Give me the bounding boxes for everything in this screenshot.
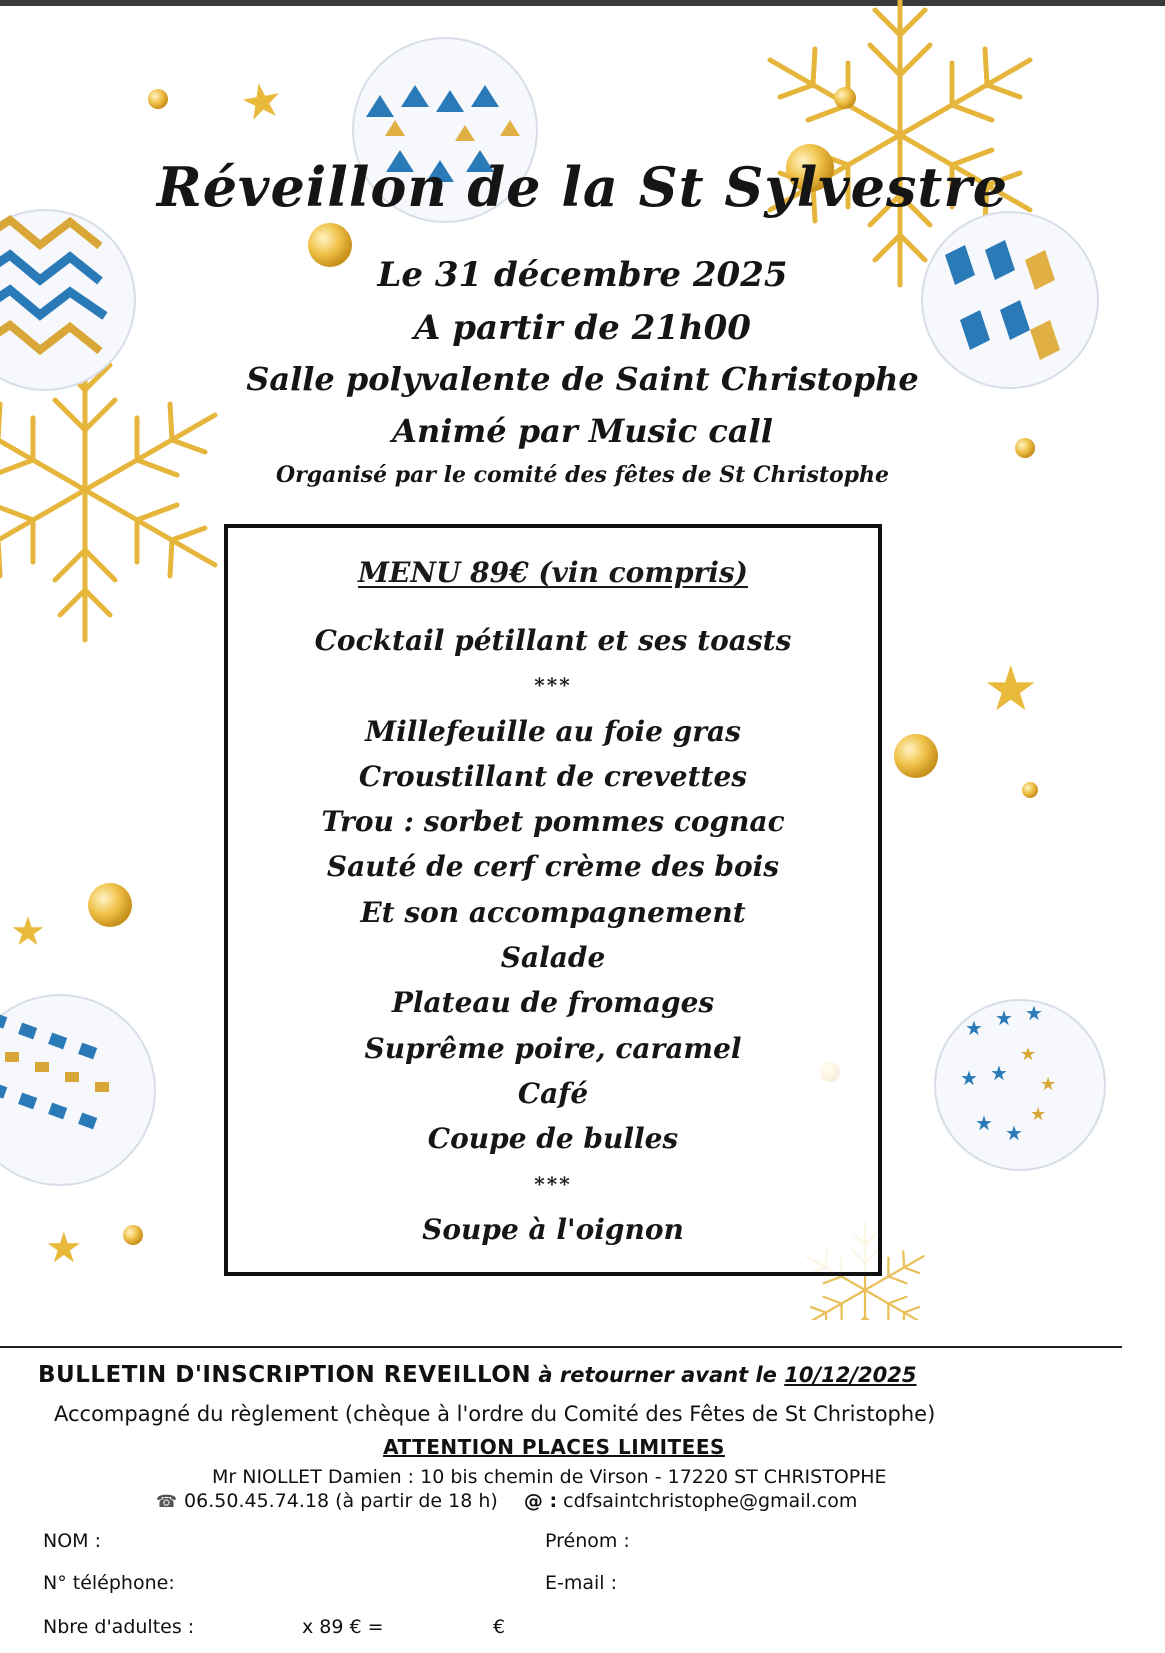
menu-item: Millefeuille au foie gras xyxy=(365,714,741,748)
contact-address: Mr NIOLLET Damien : 10 bis chemin de Virson - 17220 ST CHRISTOPHE xyxy=(212,1466,887,1488)
menu-item: Coupe de bulles xyxy=(427,1122,679,1156)
svg-text:★: ★ xyxy=(1005,1121,1023,1145)
phone-number: 06.50.45.74.18 (à partir de 18 h) xyxy=(184,1490,498,1512)
menu-item: Suprême poire, caramel xyxy=(364,1031,742,1065)
menu-item: Café xyxy=(517,1076,589,1110)
registration-title xyxy=(38,1362,916,1388)
menu-separator: *** xyxy=(534,673,572,698)
return-date: 10/12/2025 xyxy=(784,1363,917,1387)
menu-item: Plateau de fromages xyxy=(391,986,715,1020)
bauble-icon xyxy=(0,995,155,1185)
phone-icon: ☎ xyxy=(156,1492,178,1512)
menu-item: Trou : sorbet pommes cognac xyxy=(321,805,785,839)
event-organizer: Organisé par le comité des fêtes de St Christophe xyxy=(275,462,890,488)
adults-field-label: Nbre d'adultes : xyxy=(43,1616,195,1638)
event-title: Réveillon de la St Sylvestre xyxy=(156,155,1009,219)
menu-item: Cocktail pétillant et ses toasts xyxy=(314,624,792,657)
contact-phone-line xyxy=(156,1490,857,1512)
svg-text:★: ★ xyxy=(975,1111,993,1135)
email-field-label: E-mail : xyxy=(545,1572,618,1594)
total-currency: € xyxy=(493,1616,506,1638)
svg-text:★: ★ xyxy=(995,1006,1013,1030)
svg-text:★: ★ xyxy=(10,909,46,955)
svg-text:★: ★ xyxy=(1025,1001,1043,1025)
menu-item: Croustillant de crevettes xyxy=(358,759,748,793)
menu-list xyxy=(228,618,878,1252)
bauble-icon xyxy=(935,1000,1105,1170)
svg-text:★: ★ xyxy=(990,1061,1008,1085)
return-label: à retourner avant le xyxy=(538,1363,777,1387)
svg-text:★: ★ xyxy=(1030,1104,1047,1125)
email-address[interactable]: cdfsaintchristophe@gmail.com xyxy=(563,1490,858,1512)
svg-text:★: ★ xyxy=(235,70,288,134)
event-date: Le 31 décembre 2025 xyxy=(377,255,788,295)
section-divider xyxy=(0,1346,1122,1348)
svg-text:★: ★ xyxy=(983,652,1039,725)
menu-title: MENU 89€ (vin compris) xyxy=(358,556,748,589)
svg-text:★: ★ xyxy=(1020,1044,1037,1065)
svg-text:★: ★ xyxy=(965,1016,983,1040)
menu-box xyxy=(224,524,882,1276)
price-per-adult: x 89 € = xyxy=(302,1616,384,1638)
menu-item: Et son accompagnement xyxy=(360,895,746,929)
event-entertainment: Animé par Music call xyxy=(392,412,773,450)
payment-instructions: Accompagné du règlement (chèque à l'ordre du Comité des Fêtes de St Christophe) xyxy=(54,1402,936,1426)
menu-item: Sauté de cerf crème des bois xyxy=(326,850,780,884)
menu-item: Soupe à l'oignon xyxy=(422,1212,684,1246)
event-venue: Salle polyvalente de Saint Christophe xyxy=(246,360,919,398)
svg-text:★: ★ xyxy=(1040,1074,1057,1095)
menu-item: Salade xyxy=(500,941,606,975)
limited-places-warning: ATTENTION PLACES LIMITEES xyxy=(383,1435,725,1459)
event-time: A partir de 21h00 xyxy=(414,308,751,348)
prenom-field-label: Prénom : xyxy=(545,1530,630,1552)
menu-separator: *** xyxy=(534,1171,572,1196)
telephone-field-label: N° téléphone: xyxy=(43,1572,175,1594)
registration-heading: BULLETIN D'INSCRIPTION REVEILLON xyxy=(38,1362,532,1388)
nom-field-label: NOM : xyxy=(43,1530,102,1552)
email-prefix: @ : xyxy=(523,1490,558,1512)
svg-text:★: ★ xyxy=(45,1223,83,1272)
svg-text:★: ★ xyxy=(960,1066,978,1090)
